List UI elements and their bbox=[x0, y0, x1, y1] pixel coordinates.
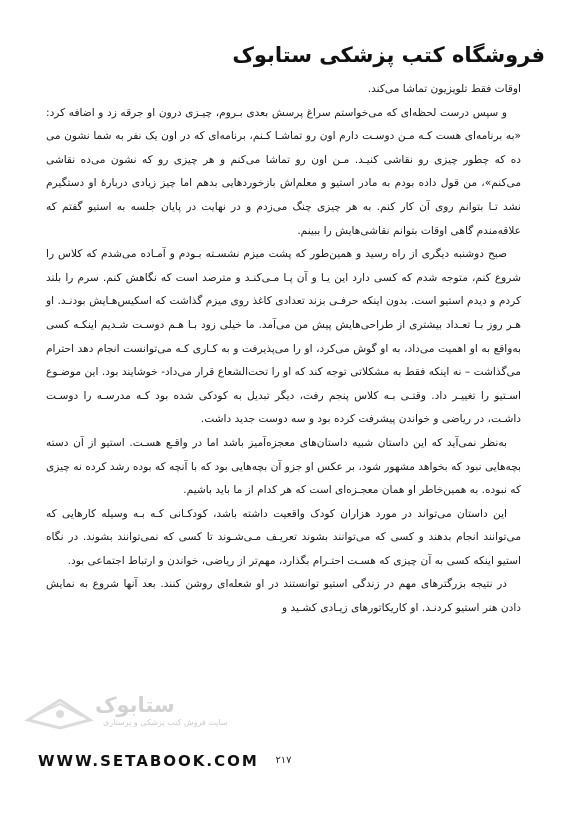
paragraph-2: و سپس درست لحظه‌ای که می‌خواستم سراغ پرسش بعدی بـروم، چیـزی درون او جرقه زد و اضافه کرد: «به برنامه‌ای هست کـه مـن دوسـت دارم اون رو تماشـا کـنم، برنامه‌ای که در اون یک نفر به شما نشون می ده که چطور چیزی رو نقاشی کنیـد. مـن اون رو تماشا می‌کنم و هر چیزی رو که نشون می‌ده نقاشی می‌کنم»، من قول داده بودم به مادر استیو و معلم‌اش بازخوردهایی بدهم اما چیز زیادی دربارهٔ او دستگیرم نشد تـا بتوانم روی آن کار کنم. به هر چیزی چنگ می‌زدم و در نهایت در پایان جلسه به استیو گفتم که علاقه‌مندم گاهی اوقات بتوانم نقاشی‌هایش را ببینم. bbox=[46, 106, 521, 237]
footer-website-url: WWW.SETABOOK.COM bbox=[38, 752, 259, 770]
paragraph-3: صبح دوشنبه دیگری از راه رسید و همین‌طور که پشت میزم نشسـته بـودم و آمـاده می‌شدم که کلاس را شروع کنم، متوجه شدم که کسی دارد این یـا و آن پـا مـی‌کنـد و مترصد است که نگاهش کنم. سرم را بلند کردم و دیدم استیو است. بدون اینکه حرفـی بزند تعدادی کاغذ روی میزم گذاشت که اسکیس‌هـایش بودنـد. او هـر روز بـا تعـداد بیشتری از طراحی‌هایش پیش من می‌آمد. ما خیلی زود بـا هـم دوسـت شـدیم اینکـه کسی به‌واقع به او اهمیت می‌داد، به او گوش می‌کرد، او را می‌پذیرفت و به کـاری کـه می‌توانست انجام دهد احترام می‌گذاشت – نه اینکه فقط به مشکلاتی توجه کند که او را تحت‌الشعاع قرار می‌داد- خوشایند بود. این موضـوع اسـتیو را تغییـر داد. وقتـی بـه کلاس پنجم رفت، دیگر تبدیل به کودکی شده بود کـه مدرسـه را دوسـت داشـت، در ریاضی و خواندن پیشرفت کرده بود و سه دوست جدید داشت. bbox=[46, 248, 521, 426]
page-header-title: فروشگاه کتب پزشکی ستابوک bbox=[232, 43, 545, 67]
paragraph-6: در نتیجه بزرگترهای مهم در زندگی استیو توانستند در او شعله‌ای روشن کنند. بعد آنها شروع به نمایش دادن هنر استیو کردنـد. او کاریکاتورهای زیـادی کشـید و bbox=[46, 578, 521, 615]
watermark-brand: ستابوک bbox=[95, 693, 175, 717]
paragraph-1: اوقات فقط تلویزیون تماشا می‌کند. bbox=[367, 83, 521, 95]
body-text bbox=[46, 78, 521, 621]
paragraph-5: این داستان می‌تواند در مورد هزاران کودک واقعیت داشته باشد، کودکـانی کـه بـه وسیله کارهایی که می‌توانند انجام بدهند و کسی که می‌توانند بشوند تعریـف مـی‌شـوند تا کسی که نمی‌توانند بشوند. در نگاه استیو اینکه کسی به آن چیزی که هسـت احتـرام بگذارد، مهم‌تر از ریاضی، خواندن و ارتباط اجتماعی بود. bbox=[46, 507, 521, 567]
paragraph-4: به‌نظر نمی‌آید که این داستان شبیه داستان‌های معجزه‌آمیز باشد اما در واقـع هسـت. استیو از آن دسته بچه‌هایی نبود که بخواهد مشهور شود، بر عکس او جزو آن بچه‌هایی بود که با آنچه که بوده رشد کرده نه چیزی که نبوده. به همین‌خاطر او همان معجـزه‌ای است که هر کدام از ما باید باشیم. bbox=[46, 436, 521, 497]
watermark-subtitle: سایت فروش کتب پزشکی و پرستاری bbox=[103, 718, 228, 727]
page-number: ۲۱۷ bbox=[275, 755, 292, 766]
